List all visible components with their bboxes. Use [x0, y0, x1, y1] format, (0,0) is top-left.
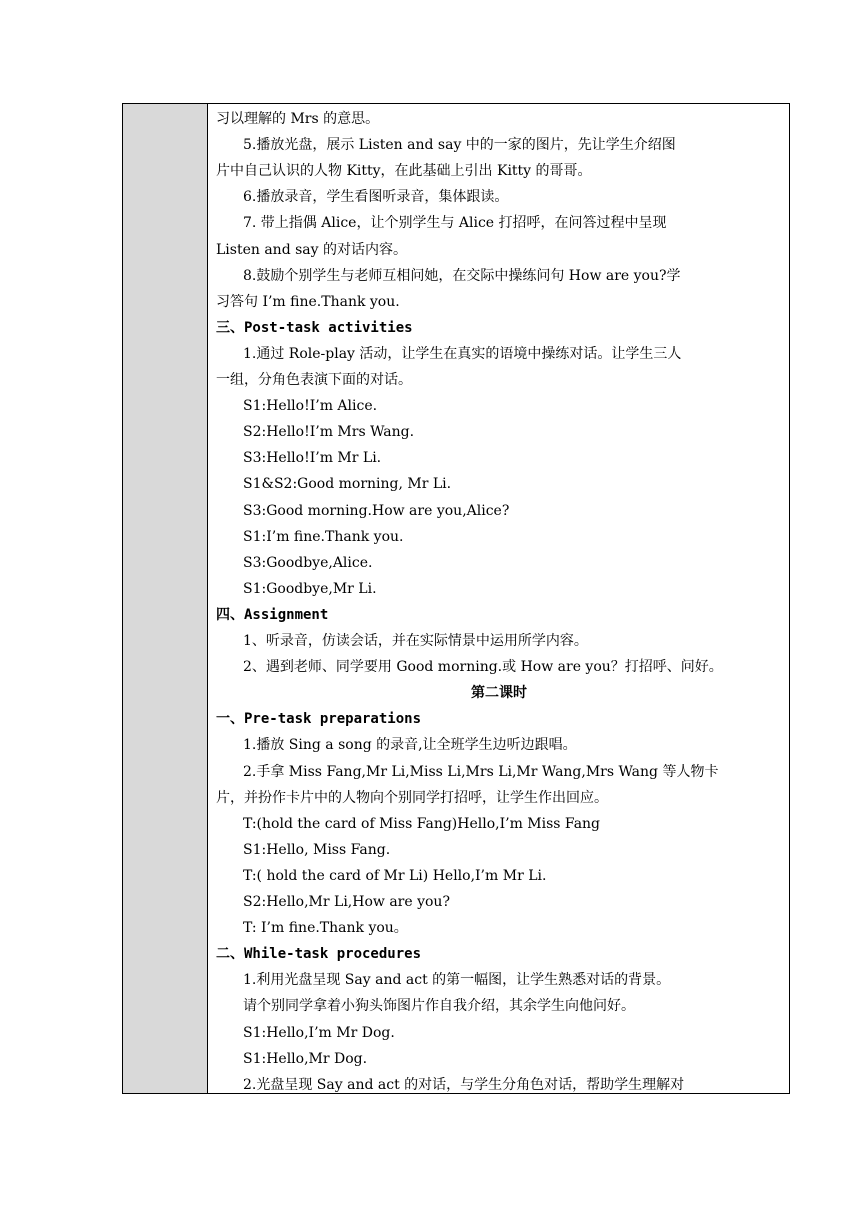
content-line: 2.手拿 Miss Fang,Mr Li,Miss Li,Mrs Li,Mr Wang,Mrs Wang 等人物卡 — [243, 763, 719, 780]
content-line: 1.利用光盘呈现 Say and act 的第一幅图，让学生熟悉对话的背景。 — [243, 972, 671, 989]
content-line: S1:Hello,Mr Dog. — [243, 1050, 368, 1067]
content-line: S2:Hello,Mr Li,How are you? — [243, 894, 450, 910]
content-line: S1:Hello,I’m Mr Dog. — [243, 1024, 395, 1041]
content-line: 片中自己认识的人物 Kitty，在此基础上引出 Kitty 的哥哥。 — [216, 163, 592, 180]
section-heading: 二、While-task procedures — [216, 946, 422, 963]
content-line: S3:Hello!I’m Mr Li. — [243, 450, 382, 467]
section-heading: 一、Pre-task preparations — [216, 711, 422, 728]
content-line: 6.播放录音，学生看图听录音，集体跟读。 — [243, 189, 509, 206]
content-line: 1、听录音，仿读会话，并在实际情景中运用所学内容。 — [243, 633, 588, 649]
content-line: 2.光盘呈现 Say and act 的对话，与学生分角色对话，帮助学生理解对 — [243, 1076, 685, 1093]
content-line: S3:Goodbye,Alice. — [243, 554, 373, 571]
content-line: T:(hold the card of Miss Fang)Hello,I’m Miss Fang — [243, 815, 601, 832]
lesson-content-cell — [209, 104, 789, 1093]
content-line: S1:Goodbye,Mr Li. — [243, 580, 377, 597]
content-line: 7. 带上指偶 Alice，让个别学生与 Alice 打招呼，在问答过程中呈现 — [243, 215, 667, 232]
content-line: T:( hold the card of Mr Li) Hello,I’m Mr Li. — [243, 867, 547, 884]
content-line: 1.播放 Sing a song 的录音,让全班学生边听边跟唱。 — [243, 737, 577, 754]
content-line: 请个别同学拿着小狗头饰图片作自我介绍，其余学生向他问好。 — [243, 998, 635, 1015]
content-line: S1:Hello, Miss Fang. — [243, 841, 391, 858]
content-line: Listen and say 的对话内容。 — [216, 241, 408, 258]
content-line: 5.播放光盘，展示 Listen and say 中的一家的图片，先让学生介绍图 — [243, 137, 676, 154]
content-line: T: I’m fine.Thank you。 — [243, 920, 408, 937]
content-line: S3:Good morning.How are you,Alice? — [243, 502, 510, 519]
section-heading: 三、Post-task activities — [216, 319, 413, 336]
content-line: 2、遇到老师、同学要用 Good morning.或 How are you？打招呼、问好。 — [243, 659, 723, 676]
lesson-title: 第二课时 — [471, 685, 527, 702]
section-heading: 四、Assignment — [216, 606, 329, 623]
content-line: S1&S2:Good morning, Mr Li. — [243, 476, 452, 493]
content-line: 1.通过 Role-play 活动，让学生在真实的语境中操练对话。让学生三人 — [243, 345, 682, 362]
content-line: S1:I’m fine.Thank you. — [243, 528, 404, 545]
content-line: 习以理解的 Mrs 的意思。 — [216, 111, 380, 127]
content-line: 8.鼓励个别学生与老师互相问她，在交际中操练问句 How are you?学 — [243, 267, 681, 284]
content-line: 片，并扮作卡片中的人物向个别同学打招呼，让学生作出回应。 — [216, 789, 608, 806]
content-line: S1:Hello!I’m Alice. — [243, 398, 378, 415]
lesson-table — [122, 103, 790, 1094]
content-line: 习答句 I’m fine.Thank you. — [216, 293, 400, 310]
content-line: 一组，分角色表演下面的对话。 — [216, 372, 412, 388]
content-line: S2:Hello!I’m Mrs Wang. — [243, 424, 415, 441]
left-label-column — [123, 104, 208, 1093]
